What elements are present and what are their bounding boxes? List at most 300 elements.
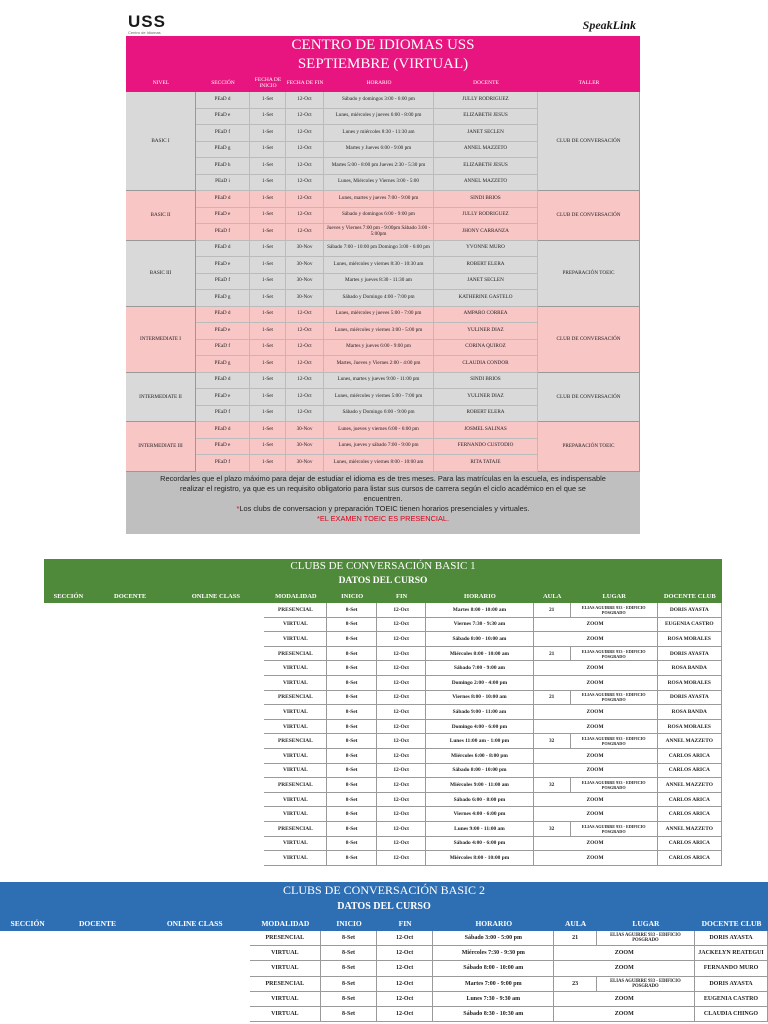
schedule-seccion-cell: PEaD e — [196, 257, 250, 274]
club-teacher-cell: ROSA MORALES — [658, 720, 722, 735]
notice-line: encuentren. — [363, 494, 403, 503]
schedule-horario-cell: Lunes, miércoles y jueves 5:00 - 7:00 pm — [324, 307, 434, 324]
schedule-seccion-cell: PEaD d — [196, 92, 250, 109]
club-row — [44, 676, 722, 691]
schedule-inicio-cell: 1-Set — [250, 290, 286, 307]
schedule-seccion-cell: PEaD d — [196, 191, 250, 208]
schedule-row — [126, 208, 640, 225]
club-table-subtitle: DATOS DEL CURSO — [0, 899, 768, 915]
club-column-header: HORARIO — [464, 592, 496, 600]
schedule-row — [126, 340, 640, 357]
club-aula-cell: 21 — [534, 647, 571, 662]
schedule-docente-cell: YULINER DIAZ — [434, 323, 538, 340]
schedule-horario-cell: Lunes, Miércoles y Viernes 3:00 - 5:00 — [324, 175, 434, 192]
schedule-inicio-cell: 1-Set — [250, 356, 286, 373]
schedule-docente-cell: CORINA QUIROZ — [434, 340, 538, 357]
club-inicio-cell: 8-Set — [321, 946, 377, 961]
schedule-seccion-cell: PEaD d — [196, 373, 250, 390]
club-fin-cell: 12-Oct — [377, 632, 426, 647]
club-teacher-cell: CARLOS ARICA — [658, 793, 722, 808]
club-modalidad-cell: VIRTUAL — [250, 946, 321, 961]
schedule-fin-cell: 12-Oct — [286, 142, 324, 159]
club-horario-cell: Sábado 6:00 - 8:00 pm — [426, 793, 533, 808]
club-teacher-cell: ROSA MORALES — [658, 632, 722, 647]
schedule-horario-cell: Lunes, miércoles y jueves 6:00 - 8:00 pm — [324, 109, 434, 126]
schedule-horario-cell: Lunes, miércoles y viernes 5:00 - 7:00 pm — [324, 389, 434, 406]
schedule-seccion-cell: PEaD d — [196, 241, 250, 258]
club-column-header: SECCIÓN — [10, 918, 45, 928]
club-teacher-cell: FERNANDO MURO — [695, 961, 768, 976]
club-column-header: DOCENTE — [78, 918, 117, 928]
club-table-title: CLUBS DE CONVERSACIÓN BASIC 1 — [44, 559, 722, 574]
club-row — [44, 764, 722, 779]
schedule-inicio-cell: 1-Set — [250, 274, 286, 291]
club-teacher-cell: CLAUDIA CHINGO — [695, 1007, 768, 1022]
club-lugar-cell: ELIAS AGUIRRE 933 - EDIFICIO POSGRADO — [571, 734, 658, 749]
club-fin-cell: 12-Oct — [377, 734, 426, 749]
club-teacher-cell: CARLOS ARICA — [658, 764, 722, 779]
club-aula-cell: 32 — [534, 778, 571, 793]
club-row — [44, 603, 722, 618]
club-fin-cell: 12-Oct — [377, 720, 426, 735]
schedule-row — [126, 274, 640, 291]
schedule-docente-cell: SINDI BRIOS — [434, 373, 538, 390]
schedule-horario-cell: Lunes y miércoles 8:30 - 11:30 am — [324, 125, 434, 142]
schedule-horario-cell: Martes 5:00 - 8:00 pm Jueves 2:30 - 5:30 pm — [324, 158, 434, 175]
uss-logo-subtitle: Centro de Idiomas — [128, 30, 161, 35]
notice-toeic-warning: *EL EXAMEN TOEIC ES PRESENCIAL. — [316, 514, 450, 523]
notice-line: Recordarles que el plazo máximo para dejar de estudiar el idioma es de tres meses. Para las matrículas en la escuela, es indispensable — [160, 474, 606, 483]
workshop-cell: PREPARACIÓN TOEIC — [538, 422, 640, 472]
club-modalidad-cell: PRESENCIAL — [250, 977, 321, 992]
club-horario-cell: Miércoles 9:00 - 11:00 am — [426, 778, 533, 793]
schedule-seccion-cell: PEaD d — [196, 307, 250, 324]
schedule-fin-cell: 12-Oct — [286, 175, 324, 192]
club-inicio-cell: 8-Set — [321, 977, 377, 992]
schedule-column-header: HORARIO — [366, 80, 392, 86]
schedule-seccion-cell: PEaD f — [196, 224, 250, 241]
club-aula-cell: 21 — [534, 603, 571, 618]
club-inicio-cell: 8-Set — [321, 1007, 377, 1022]
level-cell: INTERMEDIATE II — [126, 373, 196, 423]
workshop-cell: PREPARACIÓN TOEIC — [538, 241, 640, 307]
page-subtitle: SEPTIEMBRE (VIRTUAL) — [126, 55, 640, 74]
schedule-seccion-cell: PEaD e — [196, 323, 250, 340]
schedule-seccion-cell: PEaD f — [196, 125, 250, 142]
schedule-docente-cell: CLAUDIA CONDOR — [434, 356, 538, 373]
club-teacher-cell: EUGENIA CASTRO — [695, 992, 768, 1007]
club-row — [44, 807, 722, 822]
club-aula-cell: 32 — [534, 734, 571, 749]
club-lugar-cell: ELIAS AGUIRRE 933 - EDIFICIO POSGRADO — [571, 822, 658, 837]
club-horario-cell: Sábado 8:30 - 10:30 am — [433, 1007, 554, 1022]
schedule-column-header: FECHA DE INICIO — [254, 77, 282, 89]
club-modalidad-cell: VIRTUAL — [250, 961, 321, 976]
club-inicio-cell: 8-Set — [327, 851, 376, 866]
club-inicio-cell: 8-Set — [327, 822, 376, 837]
schedule-row — [126, 439, 640, 456]
schedule-inicio-cell: 1-Set — [250, 109, 286, 126]
level-cell: INTERMEDIATE III — [126, 422, 196, 472]
club-teacher-cell: JACKELYN REATEGUI — [695, 946, 768, 961]
schedule-row — [126, 175, 640, 192]
schedule-horario-cell: Martes y jueves 6:00 - 9:00 pm — [324, 340, 434, 357]
club-modalidad-cell: VIRTUAL — [264, 661, 327, 676]
club-inicio-cell: 8-Set — [327, 661, 376, 676]
club-modalidad-cell: VIRTUAL — [264, 676, 327, 691]
club-horario-cell: Viernes 8:00 - 10:00 am — [426, 691, 533, 706]
club-fin-cell: 12-Oct — [377, 793, 426, 808]
schedule-inicio-cell: 1-Set — [250, 439, 286, 456]
schedule-docente-cell: YULINER DIAZ — [434, 389, 538, 406]
club-horario-cell: Sábado 4:00 - 6:00 pm — [426, 837, 533, 852]
club-table-title: CLUBS DE CONVERSACIÓN BASIC 2 — [0, 882, 768, 899]
schedule-horario-cell: Sábado 7:00 - 10:00 pm Domingo 3:00 - 6:00 pm — [324, 241, 434, 258]
schedule-horario-cell: Martes y jueves 8:30 - 11:30 am — [324, 274, 434, 291]
club-fin-cell: 12-Oct — [377, 837, 426, 852]
club-teacher-cell: CARLOS ARICA — [658, 807, 722, 822]
schedule-docente-cell: JOSMEL SALINAS — [434, 422, 538, 439]
level-cell: INTERMEDIATE I — [126, 307, 196, 373]
club-teacher-cell: ANNEL MAZZETO — [658, 778, 722, 793]
club-inicio-cell: 8-Set — [327, 705, 376, 720]
club-column-header: INICIO — [336, 918, 362, 928]
club-horario-cell: Sábado 9:00 - 11:00 am — [426, 705, 533, 720]
club-modalidad-cell: VIRTUAL — [250, 1007, 321, 1022]
club-horario-cell: Domingo 4:00 - 6:00 pm — [426, 720, 533, 735]
club-fin-cell: 12-Oct — [377, 778, 426, 793]
club-modalidad-cell: PRESENCIAL — [250, 931, 321, 946]
schedule-fin-cell: 12-Oct — [286, 307, 324, 324]
club-inicio-cell: 8-Set — [327, 676, 376, 691]
club-row — [44, 734, 722, 749]
schedule-horario-cell: Sábado y Domingo 4:00 - 7:00 pm — [324, 290, 434, 307]
club-inicio-cell: 8-Set — [327, 734, 376, 749]
club-horario-cell: Lunes 9:00 - 11:00 am — [426, 822, 533, 837]
club-column-header: MODALIDAD — [261, 918, 310, 928]
club-lugar-cell: ZOOM — [554, 1007, 695, 1022]
club-row — [0, 1007, 768, 1022]
club-modalidad-cell: VIRTUAL — [264, 632, 327, 647]
schedule-inicio-cell: 1-Set — [250, 257, 286, 274]
club-lugar-cell: ZOOM — [534, 837, 658, 852]
club-row — [44, 632, 722, 647]
club-inicio-cell: 8-Set — [327, 647, 376, 662]
schedule-inicio-cell: 1-Set — [250, 323, 286, 340]
club-lugar-cell: ELIAS AGUIRRE 933 - EDIFICIO POSGRADO — [571, 691, 658, 706]
club-fin-cell: 12-Oct — [377, 807, 426, 822]
club-fin-cell: 12-Oct — [377, 931, 433, 946]
club-lugar-cell: ZOOM — [534, 720, 658, 735]
club-header-row — [0, 915, 768, 931]
schedule-inicio-cell: 1-Set — [250, 373, 286, 390]
schedule-docente-cell: JULLY RODRIGUEZ — [434, 208, 538, 225]
club-fin-cell: 12-Oct — [377, 764, 426, 779]
schedule-docente-cell: JHONY CARRANZA — [434, 224, 538, 241]
schedule-fin-cell: 30-Nov — [286, 422, 324, 439]
schedule-fin-cell: 12-Oct — [286, 224, 324, 241]
club-fin-cell: 12-Oct — [377, 946, 433, 961]
club-modalidad-cell: VIRTUAL — [264, 851, 327, 866]
club-inicio-cell: 8-Set — [321, 961, 377, 976]
club-modalidad-cell: VIRTUAL — [264, 705, 327, 720]
schedule-row — [126, 406, 640, 423]
schedule-header-row — [126, 74, 640, 92]
schedule-seccion-cell: PEaD e — [196, 389, 250, 406]
schedule-seccion-cell: PEaD e — [196, 208, 250, 225]
club-teacher-cell: ANNEL MAZZETO — [658, 822, 722, 837]
club-row — [44, 691, 722, 706]
club-row — [44, 822, 722, 837]
schedule-seccion-cell: PEaD f — [196, 340, 250, 357]
schedule-seccion-cell: PEaD g — [196, 290, 250, 307]
club-modalidad-cell: VIRTUAL — [250, 992, 321, 1007]
club-modalidad-cell: PRESENCIAL — [264, 647, 327, 662]
club-horario-cell: Lunes 7:30 - 9:30 am — [433, 992, 554, 1007]
club-lugar-cell: ZOOM — [534, 632, 658, 647]
schedule-inicio-cell: 1-Set — [250, 92, 286, 109]
club-teacher-cell: ROSA BANDA — [658, 705, 722, 720]
club-modalidad-cell: VIRTUAL — [264, 793, 327, 808]
schedule-fin-cell: 30-Nov — [286, 257, 324, 274]
club-teacher-cell: CARLOS ARICA — [658, 749, 722, 764]
club-horario-cell: Miércoles 6:00 - 8:00 pm — [426, 749, 533, 764]
club-lugar-cell: ZOOM — [534, 676, 658, 691]
club-horario-cell: Miércoles 8:00 - 10:00 pm — [426, 851, 533, 866]
club-teacher-cell: ROSA BANDA — [658, 661, 722, 676]
workshop-cell: CLUB DE CONVERSACIÓN — [538, 373, 640, 423]
club-lugar-cell: ELIAS AGUIRRE 933 - EDIFICIO POSGRADO — [597, 977, 695, 992]
club-modalidad-cell: PRESENCIAL — [264, 822, 327, 837]
speaklink-logo: SpeakLink — [582, 18, 636, 32]
club-fin-cell: 12-Oct — [377, 603, 426, 618]
schedule-fin-cell: 12-Oct — [286, 389, 324, 406]
club-column-header: DOCENTE CLUB — [663, 592, 716, 600]
club-row — [44, 793, 722, 808]
club-column-header: LUGAR — [602, 592, 626, 600]
club-fin-cell: 12-Oct — [377, 1007, 433, 1022]
club-horario-cell: Domingo 2:00 - 4:00 pm — [426, 676, 533, 691]
club-modalidad-cell: VIRTUAL — [264, 837, 327, 852]
uss-logo: USS — [128, 12, 166, 31]
schedule-row — [126, 422, 640, 439]
club-aula-cell: 21 — [534, 691, 571, 706]
schedule-fin-cell: 12-Oct — [286, 323, 324, 340]
club-teacher-cell: EUGENIA CASTRO — [658, 618, 722, 633]
schedule-fin-cell: 12-Oct — [286, 125, 324, 142]
club-column-header: AULA — [542, 592, 562, 600]
club-row — [44, 778, 722, 793]
schedule-column-header: SECCIÓN — [211, 80, 235, 86]
club-modalidad-cell: VIRTUAL — [264, 764, 327, 779]
schedule-fin-cell: 12-Oct — [286, 191, 324, 208]
level-cell: BASIC II — [126, 191, 196, 241]
schedule-horario-cell: Lunes, jueves y sábado 7:00 - 9:00 pm — [324, 439, 434, 456]
club-column-header: FIN — [398, 918, 412, 928]
schedule-inicio-cell: 1-Set — [250, 389, 286, 406]
club-fin-cell: 12-Oct — [377, 691, 426, 706]
club-inicio-cell: 8-Set — [327, 632, 376, 647]
schedule-docente-cell: KATHERINE GASTELO — [434, 290, 538, 307]
page-title: CENTRO DE IDIOMAS USS — [126, 36, 640, 55]
schedule-fin-cell: 12-Oct — [286, 340, 324, 357]
schedule-horario-cell: Sábado y domingos 3:00 - 6:00 pm — [324, 92, 434, 109]
club-column-header: ONLINE CLASS — [191, 592, 240, 600]
club-column-header: DOCENTE CLUB — [701, 918, 762, 928]
workshop-cell: CLUB DE CONVERSACIÓN — [538, 92, 640, 191]
schedule-fin-cell: 30-Nov — [286, 455, 324, 472]
club-horario-cell: Sábado 8:00 - 10:00 pm — [426, 764, 533, 779]
club-fin-cell: 12-Oct — [377, 851, 426, 866]
club-teacher-cell: CARLOS ARICA — [658, 837, 722, 852]
schedule-docente-cell: FERNANDO CUSTODIO — [434, 439, 538, 456]
schedule-column-header: DOCENTE — [473, 80, 499, 86]
club-teacher-cell: ANNEL MAZZETO — [658, 734, 722, 749]
club-aula-cell: 32 — [534, 822, 571, 837]
schedule-row — [126, 373, 640, 390]
club-lugar-cell: ZOOM — [534, 618, 658, 633]
schedule-inicio-cell: 1-Set — [250, 208, 286, 225]
schedule-horario-cell: Lunes, miércoles y viernes 8:00 - 10:00 am — [324, 455, 434, 472]
club-row — [44, 837, 722, 852]
club-modalidad-cell: VIRTUAL — [264, 807, 327, 822]
schedule-inicio-cell: 1-Set — [250, 455, 286, 472]
schedule-row — [126, 125, 640, 142]
schedule-row — [126, 191, 640, 208]
club-row — [0, 931, 768, 946]
club-row — [44, 661, 722, 676]
club-horario-cell: Sábado 8:00 - 10:00 am — [426, 632, 533, 647]
schedule-column-header: NIVEL — [152, 80, 170, 86]
schedule-docente-cell: SINDI BRIOS — [434, 191, 538, 208]
schedule-fin-cell: 12-Oct — [286, 208, 324, 225]
schedule-inicio-cell: 1-Set — [250, 406, 286, 423]
schedule-horario-cell: Lunes, martes y jueves 9:00 - 11:00 pm — [324, 373, 434, 390]
club-row — [44, 749, 722, 764]
schedule-seccion-cell: PEaD i — [196, 175, 250, 192]
club-inicio-cell: 8-Set — [327, 764, 376, 779]
schedule-seccion-cell: PEaD e — [196, 439, 250, 456]
club-row — [0, 977, 768, 992]
schedule-fin-cell: 12-Oct — [286, 373, 324, 390]
schedule-row — [126, 142, 640, 159]
schedule-row — [126, 224, 640, 241]
club-lugar-cell: ZOOM — [554, 992, 695, 1007]
club-header-row — [44, 589, 722, 603]
club-column-header: SECCIÓN — [53, 592, 84, 600]
club-inicio-cell: 8-Set — [327, 691, 376, 706]
schedule-row — [126, 241, 640, 258]
club-row — [0, 992, 768, 1007]
schedule-fin-cell: 12-Oct — [286, 92, 324, 109]
level-cell: BASIC I — [126, 92, 196, 191]
club-inicio-cell: 8-Set — [327, 603, 376, 618]
schedule-horario-cell: Lunes, miércoles y viernes 3:00 - 5:00 pm — [324, 323, 434, 340]
club-horario-cell: Martes 7:00 - 9:00 pm — [433, 977, 554, 992]
club-inicio-cell: 8-Set — [327, 793, 376, 808]
schedule-inicio-cell: 1-Set — [250, 224, 286, 241]
schedule-row — [126, 356, 640, 373]
club-horario-cell: Miércoles 8:00 - 10:00 am — [426, 647, 533, 662]
schedule-inicio-cell: 1-Set — [250, 125, 286, 142]
schedule-docente-cell: ELIZABETH JESUS — [434, 109, 538, 126]
schedule-horario-cell: Lunes, miércoles y viernes 8:30 - 10:30 am — [324, 257, 434, 274]
schedule-row — [126, 455, 640, 472]
club-teacher-cell: DORIS AYASTA — [695, 931, 768, 946]
club-column-header: FIN — [396, 592, 408, 600]
notice-box — [126, 472, 640, 534]
schedule-fin-cell: 30-Nov — [286, 274, 324, 291]
club-column-header: INICIO — [341, 592, 364, 600]
schedule-docente-cell: ANNEL MAZZETO — [434, 142, 538, 159]
club-modalidad-cell: PRESENCIAL — [264, 691, 327, 706]
schedule-inicio-cell: 1-Set — [250, 340, 286, 357]
schedule-docente-cell: YVONNE MURO — [434, 241, 538, 258]
club-horario-cell: Miércoles 7:30 - 9:30 pm — [433, 946, 554, 961]
club-column-header: MODALIDAD — [275, 592, 317, 600]
club-horario-cell: Viernes 4:00 - 6:00 pm — [426, 807, 533, 822]
club-lugar-cell: ZOOM — [534, 661, 658, 676]
schedule-row — [126, 307, 640, 324]
schedule-inicio-cell: 1-Set — [250, 142, 286, 159]
club-horario-cell: Lunes 11:00 am - 1:00 pm — [426, 734, 533, 749]
club-table-basic-1 — [44, 559, 722, 867]
club-teacher-cell: DORIS AYASTA — [695, 977, 768, 992]
club-inicio-cell: 8-Set — [327, 807, 376, 822]
schedule-docente-cell: JULLY RODRIGUEZ — [434, 92, 538, 109]
club-fin-cell: 12-Oct — [377, 676, 426, 691]
club-fin-cell: 12-Oct — [377, 749, 426, 764]
club-column-header: ONLINE CLASS — [166, 918, 223, 928]
club-fin-cell: 12-Oct — [377, 961, 433, 976]
schedule-fin-cell: 30-Nov — [286, 290, 324, 307]
club-modalidad-cell: VIRTUAL — [264, 749, 327, 764]
schedule-seccion-cell: PEaD f — [196, 406, 250, 423]
workshop-cell: CLUB DE CONVERSACIÓN — [538, 307, 640, 373]
club-lugar-cell: ZOOM — [554, 961, 695, 976]
club-column-header: HORARIO — [475, 918, 513, 928]
club-row — [44, 705, 722, 720]
club-lugar-cell: ELIAS AGUIRRE 933 - EDIFICIO POSGRADO — [571, 647, 658, 662]
club-inicio-cell: 8-Set — [327, 618, 376, 633]
club-lugar-cell: ZOOM — [554, 946, 695, 961]
schedule-fin-cell: 30-Nov — [286, 241, 324, 258]
schedule-column-header: TALLER — [578, 80, 600, 86]
club-table-subtitle: DATOS DEL CURSO — [44, 574, 722, 589]
schedule-docente-cell: ELIZABETH JESUS — [434, 158, 538, 175]
club-teacher-cell: ROSA MORALES — [658, 676, 722, 691]
club-aula-cell: 21 — [554, 931, 596, 946]
schedule-fin-cell: 12-Oct — [286, 158, 324, 175]
schedule-seccion-cell: PEaD g — [196, 356, 250, 373]
club-column-header: LUGAR — [632, 918, 660, 928]
schedule-docente-cell: ANNEL MAZZETO — [434, 175, 538, 192]
club-inicio-cell: 8-Set — [327, 749, 376, 764]
club-column-header: DOCENTE — [114, 592, 147, 600]
schedule-row — [126, 290, 640, 307]
schedule-inicio-cell: 1-Set — [250, 191, 286, 208]
club-table-basic-2 — [0, 882, 768, 1024]
club-teacher-cell: DORIS AYASTA — [658, 603, 722, 618]
schedule-horario-cell: Sábado y domingos 6:00 - 9:00 pm — [324, 208, 434, 225]
club-column-header: AULA — [564, 918, 587, 928]
schedule-horario-cell: Martes, Jueves y Viernes 2:00 - 4:00 pm — [324, 356, 434, 373]
club-fin-cell: 12-Oct — [377, 992, 433, 1007]
club-teacher-cell: DORIS AYASTA — [658, 691, 722, 706]
club-modalidad-cell: VIRTUAL — [264, 720, 327, 735]
club-lugar-cell: ZOOM — [534, 793, 658, 808]
schedule-fin-cell: 12-Oct — [286, 356, 324, 373]
